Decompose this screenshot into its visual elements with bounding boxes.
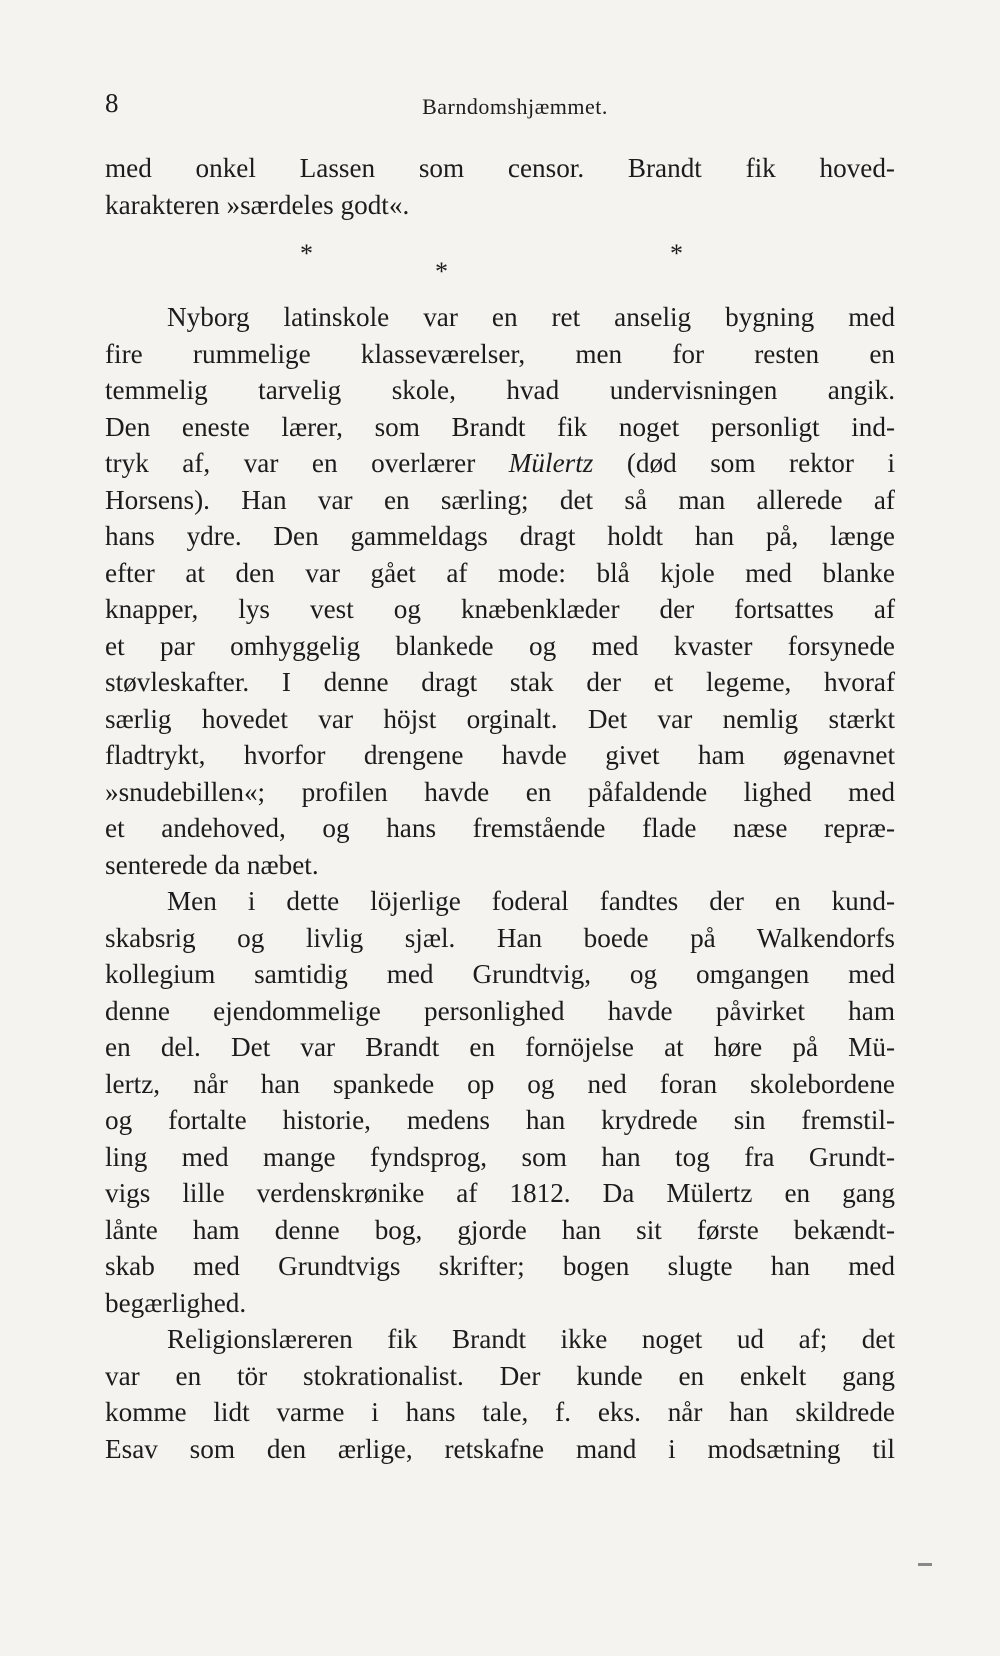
text-line: lertz, når han spankede op og ned foran skolebordene — [105, 1068, 895, 1099]
paragraph — [105, 1321, 895, 1467]
text-line: Esav som den ærlige, retskafne mand i modsætning til — [105, 1433, 895, 1464]
asterism-star: * — [300, 239, 313, 268]
text-line: en del. Det var Brandt en fornöjelse at høre på Mü- — [105, 1032, 895, 1062]
text-line: hans ydre. Den gammeldags dragt holdt han på, længe — [105, 521, 895, 551]
text-line: »snudebillen«; profilen havde en påfaldende lighed med — [105, 776, 895, 807]
text-line: tryk af, var en overlærer Mülertz (død som rektor i — [105, 448, 895, 478]
text-line: et par omhyggelig blankede og med kvaster forsynede — [105, 630, 895, 661]
page-header — [105, 88, 895, 128]
running-head: Barndomshjæmmet. — [422, 94, 608, 119]
asterism-star: * — [435, 257, 448, 286]
text-line: Horsens). Han var en særling; det så man allerede af — [105, 484, 895, 515]
text-line: ling med mange fyndsprog, som han tog fra Grundt- — [105, 1141, 895, 1172]
text-line: senterede da næbet. — [105, 849, 319, 880]
text-line: efter at den var gået af mode: blå kjole med blanke — [105, 557, 895, 588]
text-line: skabsrig og livlig sjæl. Han boede på Walkendorfs — [105, 922, 895, 953]
text-line: Nyborg latinskole var en ret anselig bygning med — [167, 302, 895, 332]
text-line: vigs lille verdenskrønike af 1812. Da Mülertz en gang — [105, 1178, 895, 1208]
text-line: temmelig tarvelig skole, hvad undervisningen angik. — [105, 375, 895, 405]
paragraph — [105, 883, 895, 1321]
text-line: og fortalte historie, medens han krydrede sin fremstil- — [105, 1105, 895, 1135]
text-line: knapper, lys vest og knæbenklæder der fortsattes af — [105, 594, 895, 624]
text-line: var en tör stokrationalist. Der kunde en enkelt gang — [105, 1360, 895, 1391]
body-text — [105, 150, 895, 1467]
text-line: lånte ham denne bog, gjorde han sit første bekændt- — [105, 1214, 895, 1245]
text-line: karakteren »særdeles godt«. — [105, 189, 410, 220]
text-line: begærlighed. — [105, 1287, 247, 1318]
asterism-star: * — [670, 239, 683, 268]
text-line: særlig hovedet var höjst orginalt. Det var nemlig stærkt — [105, 703, 895, 734]
paragraph — [105, 299, 895, 883]
text-line: komme lidt varme i hans tale, f. eks. når han skildrede — [105, 1397, 895, 1427]
text-line: et andehoved, og hans fremstående flade næse repræ- — [105, 813, 895, 843]
paragraph — [105, 150, 895, 223]
text-line: denne ejendommelige personlighed havde påvirket ham — [105, 995, 895, 1026]
italic-name: Mülertz — [508, 448, 594, 478]
page-number: 8 — [105, 88, 119, 118]
text-line: fire rummelige klasseværelser, men for resten en — [105, 338, 895, 369]
text-line: skab med Grundtvigs skrifter; bogen slugte han med — [105, 1251, 895, 1281]
text-line: Religionslæreren fik Brandt ikke noget ud af; det — [167, 1324, 895, 1354]
margin-mark — [918, 1563, 932, 1566]
text-line: Den eneste lærer, som Brandt fik noget personligt ind- — [105, 411, 895, 442]
text-line: støvleskafter. I denne dragt stak der et legeme, hvoraf — [105, 667, 895, 697]
text-line: kollegium samtidig med Grundtvig, og omgangen med — [105, 959, 895, 989]
text-line: med onkel Lassen som censor. Brandt fik hoved- — [105, 153, 895, 183]
text-line: fladtrykt, hvorfor drengene havde givet ham øgenavnet — [105, 740, 895, 770]
text-line: Men i dette löjerlige foderal fandtes der en kund- — [167, 886, 895, 916]
section-break-asterism — [105, 223, 895, 299]
